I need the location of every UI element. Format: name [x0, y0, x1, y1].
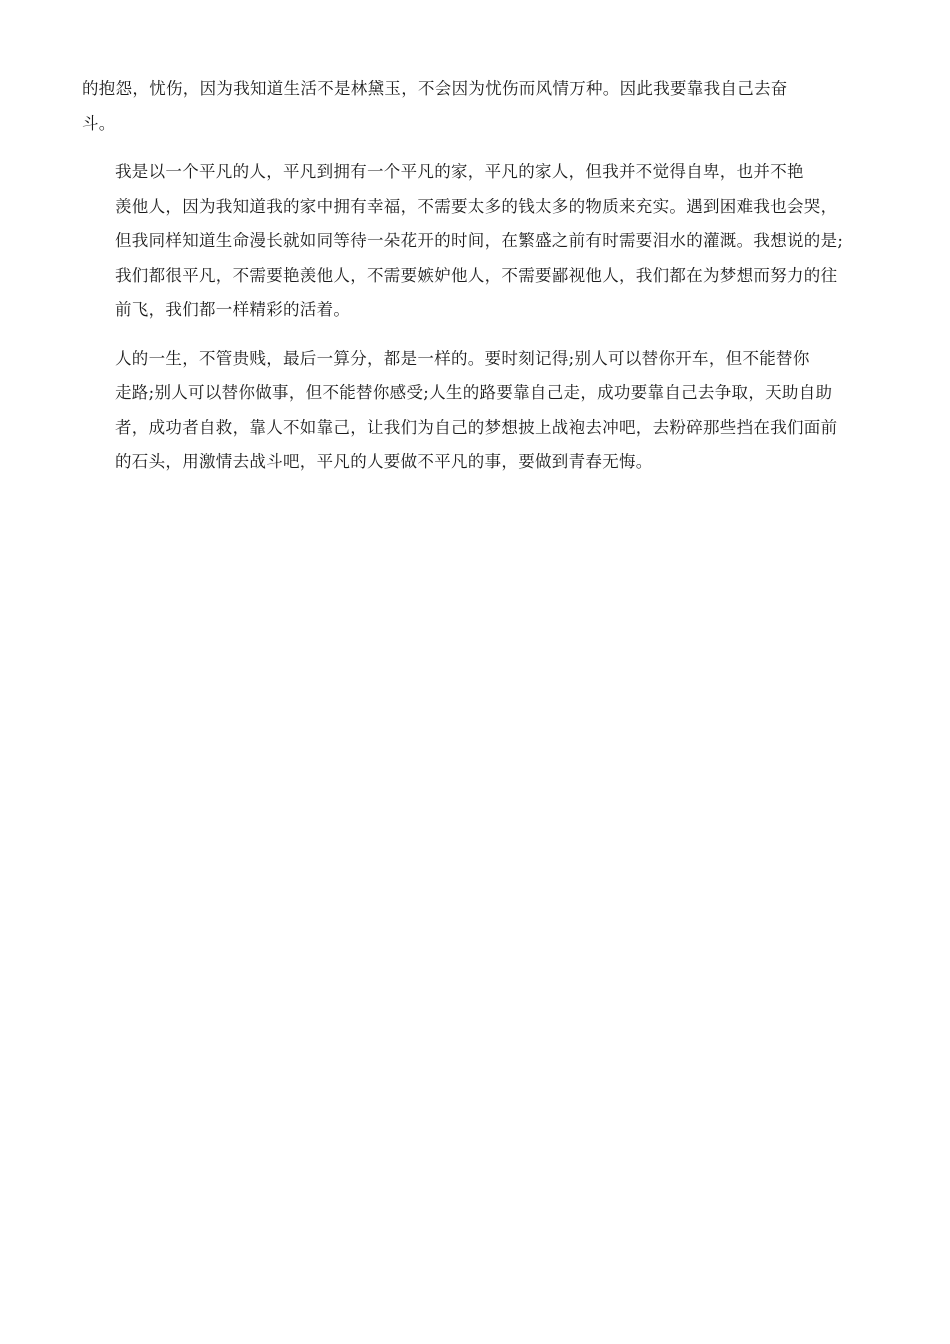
paragraph-line: 走路;别人可以替你做事，但不能替你感受;人生的路要靠自己走，成功要靠自己去争取，天助自助 [115, 383, 833, 402]
paragraph-line: 但我同样知道生命漫长就如同等待一朵花开的时间，在繁盛之前有时需要泪水的灌溉。我想说的是; [115, 231, 844, 250]
paragraph-3 [82, 342, 868, 480]
paragraph-line: 者，成功者自救，靠人不如靠己，让我们为自己的梦想披上战袍去冲吧，去粉碎那些挡在我们面前 [115, 417, 838, 437]
paragraph-line: 的抱怨，忧伤，因为我知道生活不是林黛玉，不会因为忧伤而风情万种。因此我要靠我自己去奋 [82, 79, 788, 98]
paragraph-line: 的石头，用激情去战斗吧，平凡的人要做不平凡的事，要做到青春无悔。 [115, 452, 653, 471]
document-page [82, 72, 868, 494]
paragraph-line: 我们都很平凡，不需要艳羡他人，不需要嫉妒他人，不需要鄙视他人，我们都在为梦想而努力的往 [115, 265, 838, 285]
paragraph-line: 我是以一个平凡的人，平凡到拥有一个平凡的家，平凡的家人，但我并不觉得自卑，也并不艳 [115, 162, 804, 181]
paragraph-line: 前飞，我们都一样精彩的活着。 [115, 300, 351, 319]
paragraph-line: 羡他人，因为我知道我的家中拥有幸福，不需要太多的钱太多的物质来充实。遇到困难我也会哭， [115, 196, 838, 216]
paragraph-1 [82, 72, 868, 141]
paragraph-line: 人的一生，不管贵贱，最后一算分，都是一样的。要时刻记得;别人可以替你开车，但不能替你 [115, 348, 810, 368]
paragraph-line: 斗。 [82, 113, 116, 133]
paragraph-2 [82, 155, 868, 328]
